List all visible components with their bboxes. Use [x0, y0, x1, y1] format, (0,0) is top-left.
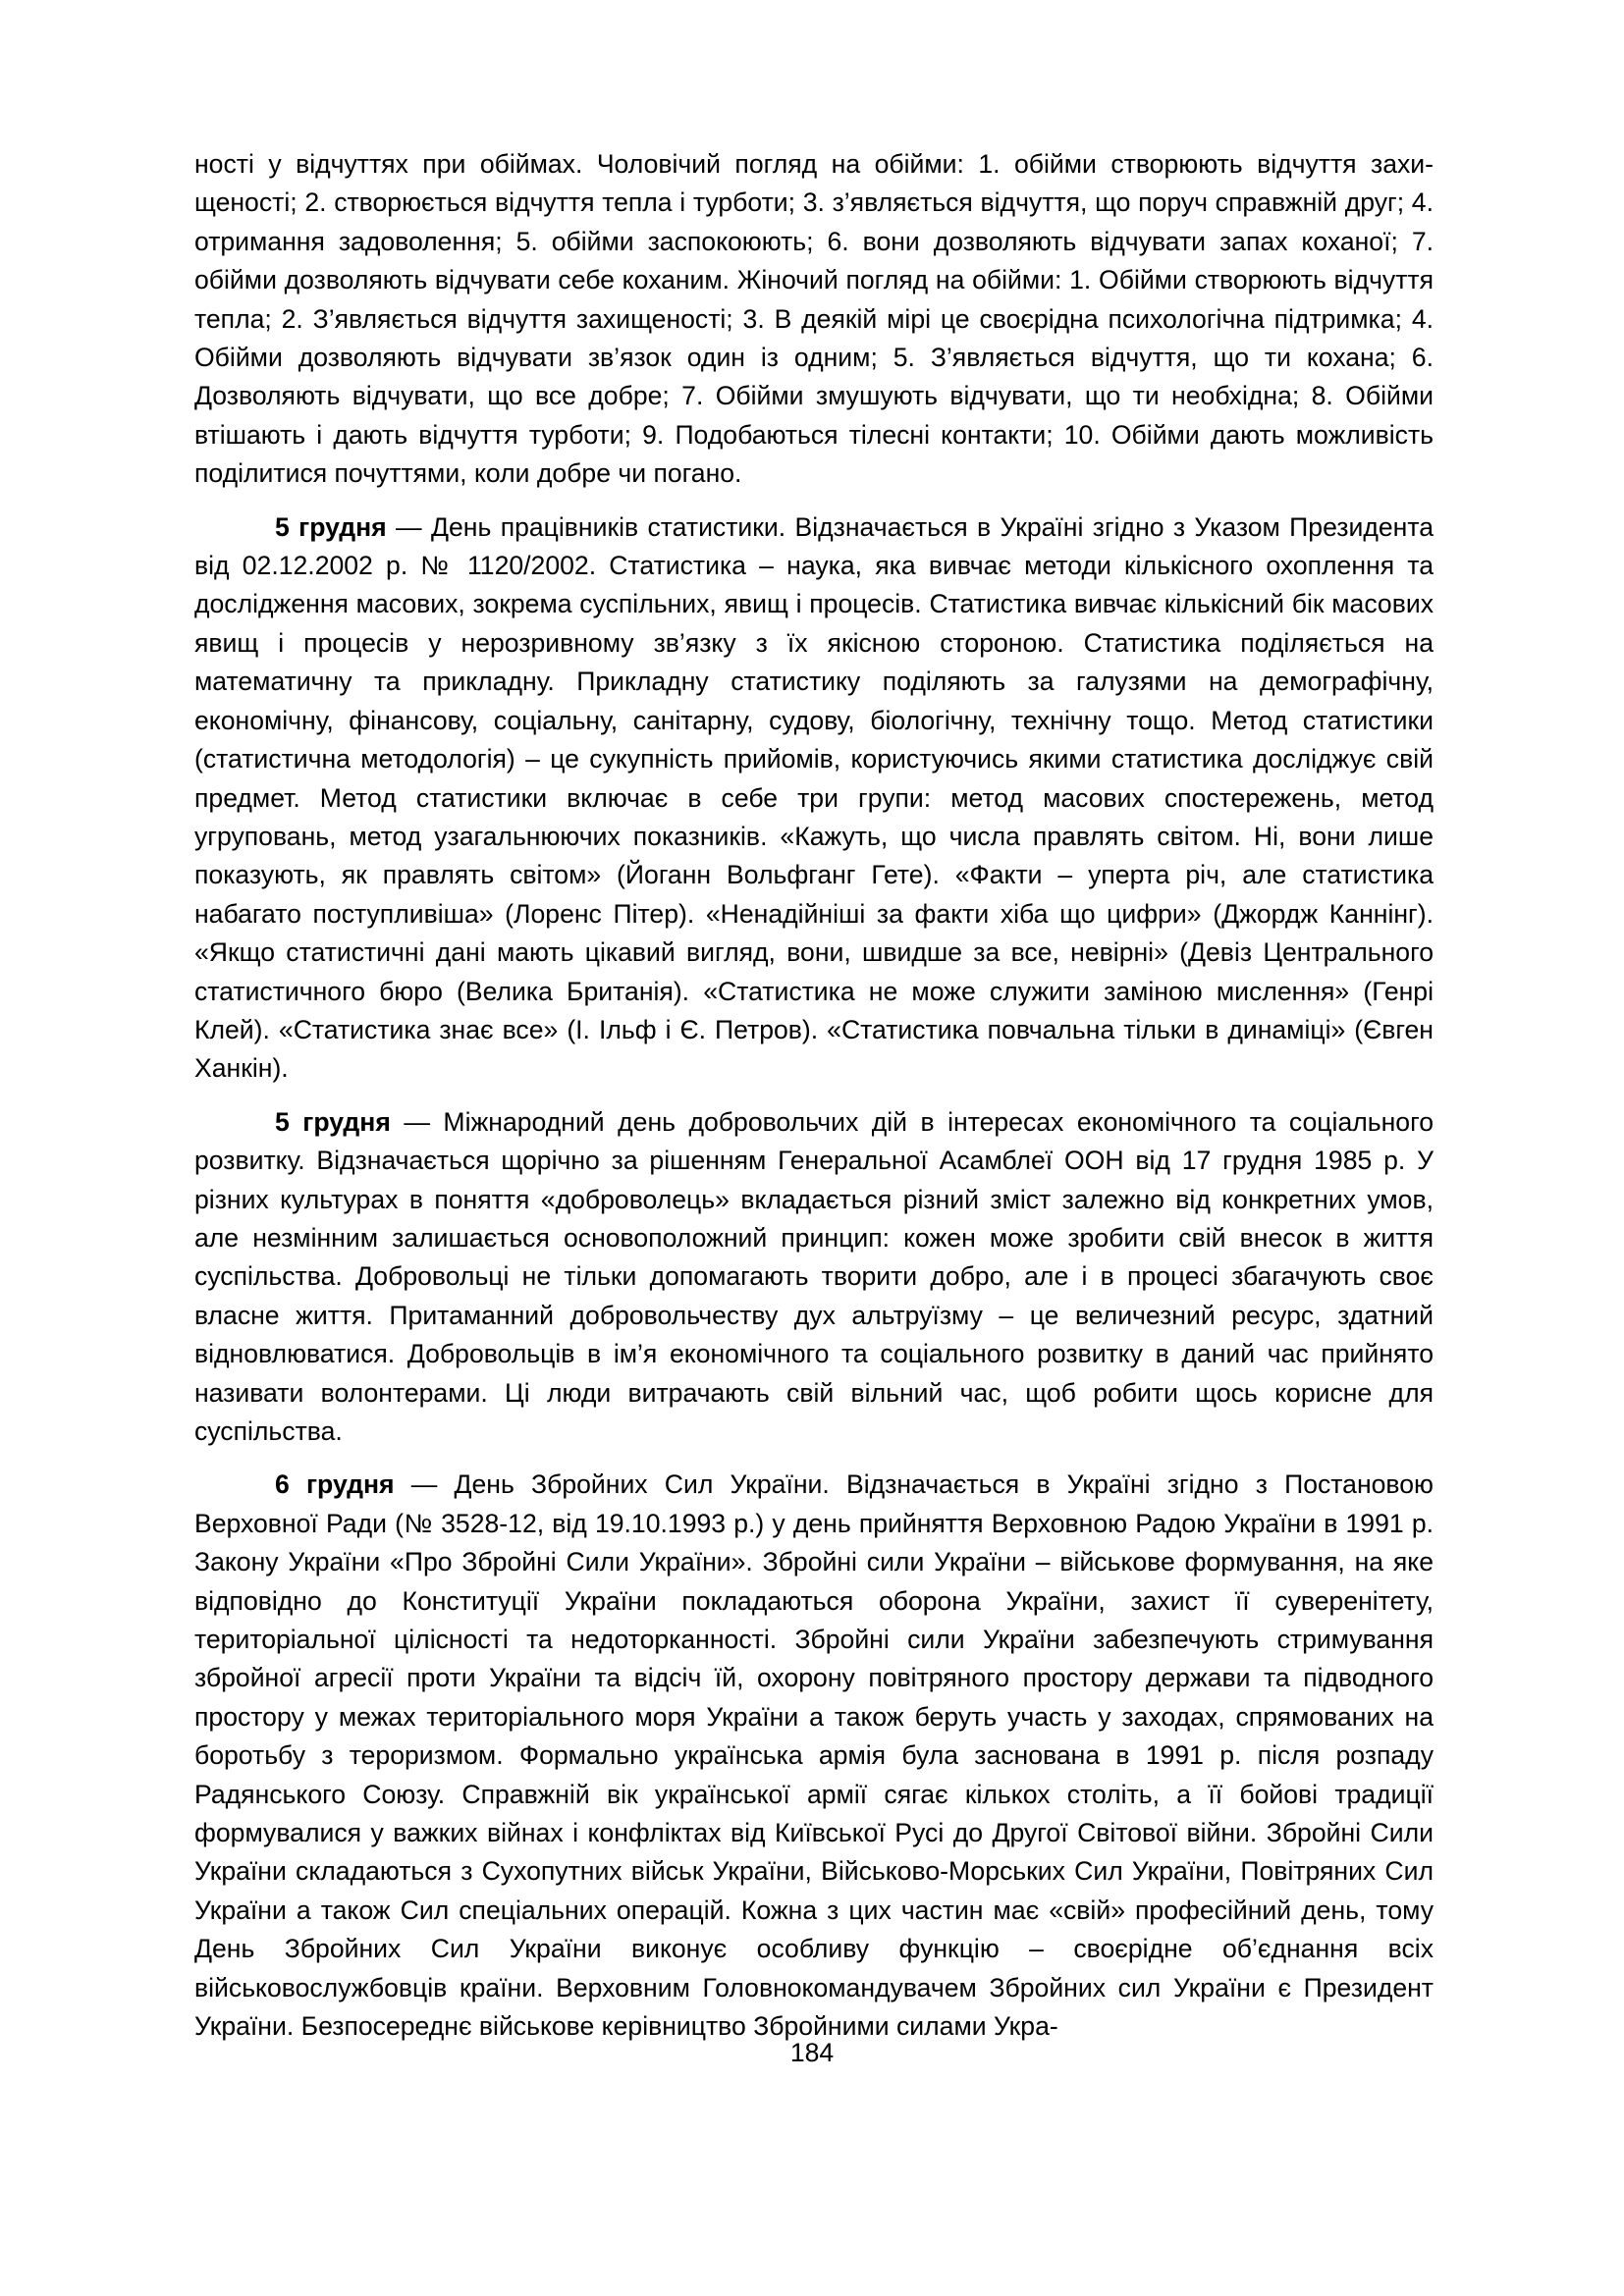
paragraph-text: — День працівників статистики. Відзначається в Україні згідно з Указом Президента від 02.12.2002 р. № 1120/2002. Статистика – наука, яка вивчає методи кількісного охоплення та дослідження масових, зокрема суспільних, явищ і процесів. Статистика вивчає кількісний бік масових явищ і процесів у нерозривному зв’язку з їх якісною стороною. Статистика поділяється на математичну та прикладну. Прикладну статистику поділяють за галузями на демографічну, економічну, фінансову, соціальну, санітарну, судову, біологічну, технічну тощо. Метод статистики (статистична методологія) – це сукупність прийомів, користуючись якими статистика досліджує свій предмет. Метод статистики включає в себе три групи: метод масових спостережень, метод угруповань, метод узагальнюючих показників. «Кажуть, що числа правлять світом. Ні, вони лише показують, як правлять світом» (Йоганн Вольфганг Гете). «Факти – уперта річ, але статистика набагато поступливіша» (Лоренс Пітер). «Ненадійніші за факти хіба що цифри» (Джордж Каннінг). «Якщо статистичні дані мають цікавий вигляд, вони, швидше за все, невірні» (Девіз Центрального статистичного бюро (Велика Британія). «Статистика не може служити заміною мислення» (Генрі Клей). «Статистика знає все» (І. Ільф і Є. Петров). «Статистика повчальна тільки в динаміці» (Євген Ханкін). [194, 511, 1434, 1084]
page-number: 184 [789, 2038, 835, 2067]
paragraph-date-heading: 5 грудня [275, 511, 387, 542]
paragraph-date-heading: 5 грудня [275, 1106, 391, 1137]
paragraph-text: — Міжнародний день добровольчих дій в інтересах економічного та соціального розвитку. Відзначається щорічно за рішенням Генеральної Асамблеї ООН від 17 грудня 1985 р. У різних культурах в поняття «доброволець» вкладається різний зміст залежно від конкретних умов, але незмінним залишається основоположний принцип: кожен може зробити свій внесок в життя суспільства. Добровольці не тільки допомагають творити добро, але і в процесі збагачують своє власне життя. Притаманний добровольчеству дух альтруїзму – це величезний ресурс, здатний відновлюватися. Добровольців в ім’я економічного та соціального розвитку в даний час прийнято називати волонтерами. Ці люди витрачають свій вільний час, щоб робити щось корисне для суспільства. [194, 1106, 1434, 1446]
paragraph-statistics-day [194, 508, 1434, 1089]
page-body [194, 145, 1434, 2061]
paragraph-armed-forces-day [194, 1466, 1434, 2046]
paragraph-text: ності у відчуттях при обіймах. Чоловічий погляд на обійми: 1. обійми створюють відчуття захищеності; 2. створюється відчуття тепла і турботи; 3. з’являється відчуття, що поруч справжній друг; 4. отримання задоволення; 5. обійми заспокоюють; 6. вони дозволяють відчувати запах коханої; 7. обійми дозволяють відчувати себе коханим. Жіночий погляд на обійми: 1. Обійми створюють відчуття тепла; 2. З’являється відчуття захищеності; 3. В деякій мірі це своєрідна психологічна підтримка; 4. Обійми дозволяють відчувати зв’язок один із одним; 5. З’являється відчуття, що ти кохана; 6. Дозволяють відчувати, що все добре; 7. Обійми змушують відчувати, що ти необхідна; 8. Обійми втішають і дають відчуття турботи; 9. Подобаються тілесні контакти; 10. Обійми дають можливість поділитися почуттями, коли добре чи погано. [194, 149, 1434, 489]
paragraph-date-heading: 6 грудня [275, 1469, 395, 1500]
paragraph-continuation-hugs [194, 145, 1434, 494]
paragraph-text: — День Збройних Сил України. Відзначається в Україні згідно з Постановою Верховної Ради (№ 3528-12, від 19.10.1993 р.) у день прийняття Верховною Радою України в 1991 р. Закону України «Про Збройні Сили України». Збройні сили України – військове формування, на яке відповідно до Конституції України покладаються оборона України, захист її суверенітету, територіальної цілісності та недоторканності. Збройні сили України забезпечують стримування збройної агресії проти України та відсіч їй, охорону повітряного простору держави та підводного простору у межах територіального моря України а також беруть участь у заходах, спрямованих на боротьбу з тероризмом. Формально українська армія була заснована в 1991 р. після розпаду Радянського Союзу. Справжній вік української армії сягає кількох століть, а її бойові традиції формувалися у важких війнах і конфліктах від Київської Русі до Другої Світової війни. Збройні Сили України складаються з Сухопутних військ України, Військово-Морських Сил України, Повітряних Сил України а також Сил спеціальних операцій. Кожна з цих частин має «свій» професійний день, тому День Збройних Сил України виконує особливу функцію – своєрідне об’єднання всіх військовослужбовців країни. Верховним Головнокомандувачем Збройних сил України є Президент України. Безпосереднє військове керівництво Збройними силами Укра- [194, 1469, 1434, 2042]
paragraph-volunteer-day [194, 1103, 1434, 1452]
